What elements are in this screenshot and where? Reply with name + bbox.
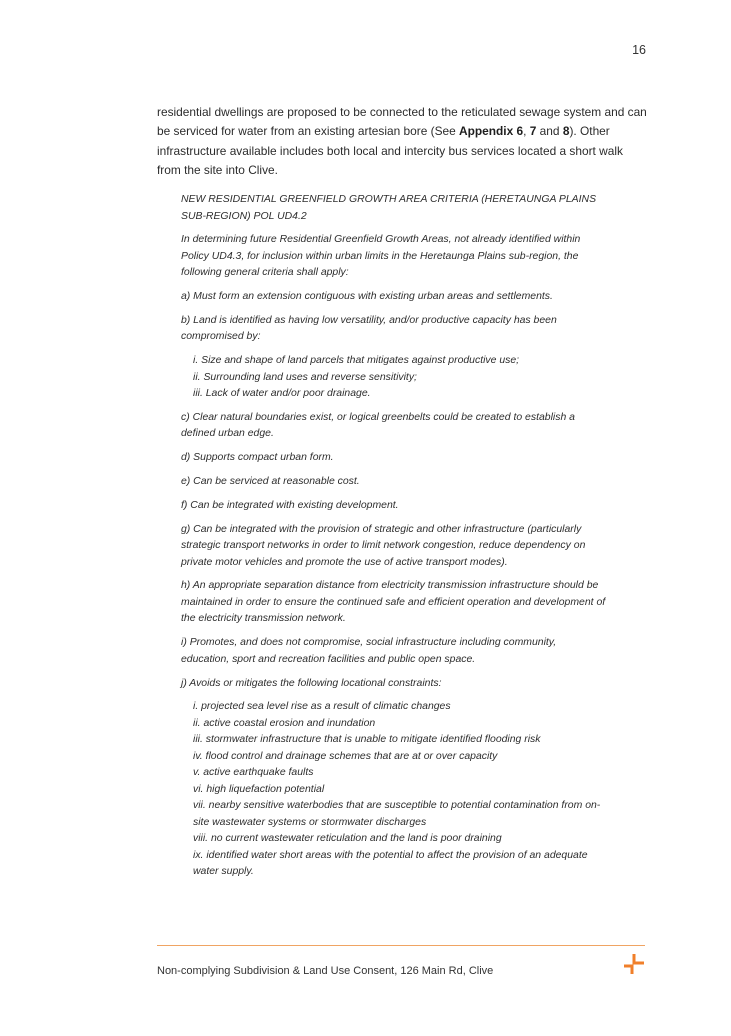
list-item: ii. active coastal erosion and inundation (193, 717, 376, 729)
appendix-ref-7: 7 (529, 124, 537, 139)
intro-text-1: residential dwellings are proposed to be connected to the reticulated sewage system and can be serviced for water from an existing artesian bore (See (157, 105, 647, 139)
criterion-e: e) Can be serviced at reasonable cost. (181, 476, 360, 488)
criterion-h: h) An appropriate separation distance from electricity transmission infrastructure should be maintained in order to ensure the continued safe and efficient operation and development of the electricity transmission network. (181, 580, 606, 625)
list-item: iii. Lack of water and/or poor drainage. (193, 388, 371, 400)
list-item: ii. Surrounding land uses and reverse sensitivity; (193, 371, 417, 383)
list-item: viii. no current wastewater reticulation and the land is poor draining (193, 833, 502, 845)
list-item: i. projected sea level rise as a result of climatic changes (193, 701, 451, 713)
list-item: ix. identified water short areas with the potential to affect the provision of an adequate water supply. (193, 849, 588, 878)
policy-preamble: In determining future Residential Greenfield Growth Areas, not already identified within Policy UD4.3, for inclusion within urban limits in the Heretaunga Plains sub-region, the following general criteria shall apply: (181, 234, 581, 279)
list-item: v. active earthquake faults (193, 767, 314, 779)
criterion-b: b) Land is identified as having low versatility, and/or productive capacity has been compromised by: (181, 314, 557, 343)
criterion-f: f) Can be integrated with existing development. (181, 499, 399, 511)
appendix-ref-8: 8 (562, 124, 570, 139)
intro-text-2: , (523, 124, 530, 139)
criterion-b-list (181, 353, 606, 403)
criterion-i: i) Promotes, and does not compromise, social infrastructure including community, education, sport and recreation facilities and public open space. (181, 637, 557, 665)
list-item: i. Size and shape of land parcels that mitigates against productive use; (193, 355, 520, 367)
logo-upper-bracket (634, 955, 643, 963)
footer-document-title: Non-complying Subdivision & Land Use Consent, 126 Main Rd, Clive (157, 965, 494, 977)
orange-corner-bracket-logo-icon (624, 954, 644, 974)
criterion-j: j) Avoids or mitigates the following locational constraints: (181, 677, 442, 689)
criterion-g: g) Can be integrated with the provision of strategic and other infrastructure (particularly strategic transport networks in order to limit network congestion, reduce dependency on private motor vehicles and promote the use of active transport modes). (181, 523, 586, 568)
intro-paragraph (157, 103, 649, 181)
intro-text-4: ). Other infrastructure available includes both local and intercity bus services located a short walk from the site into Clive. (157, 124, 623, 178)
criterion-j-list (181, 699, 606, 881)
intro-text-3: and (536, 124, 563, 139)
criterion-d: d) Supports compact urban form. (181, 452, 334, 464)
criterion-c: c) Clear natural boundaries exist, or logical greenbelts could be created to establish a defined urban edge. (181, 411, 575, 440)
logo-lower-bracket (625, 966, 632, 973)
criterion-a: a) Must form an extension contiguous with existing urban areas and settlements. (181, 291, 553, 303)
page-number: 16 (632, 43, 646, 57)
appendix-ref: Appendix 6 (459, 124, 524, 139)
list-item: vi. high liquefaction potential (193, 783, 325, 795)
list-item: iii. stormwater infrastructure that is unable to mitigate identified flooding risk (193, 734, 541, 746)
footer-divider (157, 945, 645, 946)
list-item: vii. nearby sensitive waterbodies that are susceptible to potential contamination from on-site wastewater systems or stormwater discharges (193, 800, 601, 828)
policy-heading: NEW RESIDENTIAL GREENFIELD GROWTH AREA CRITERIA (HERETAUNGA PLAINS SUB-REGION) POL UD4.2 (181, 194, 597, 222)
list-item: iv. flood control and drainage schemes that are at or over capacity (193, 750, 498, 762)
policy-quote-block (181, 192, 606, 888)
